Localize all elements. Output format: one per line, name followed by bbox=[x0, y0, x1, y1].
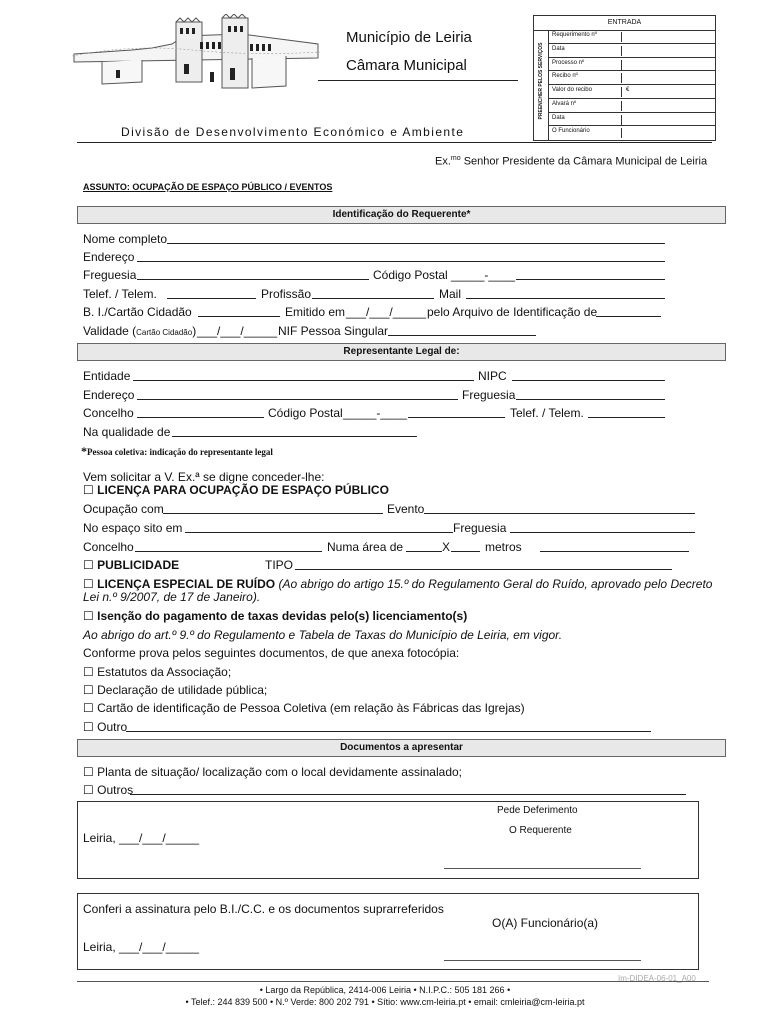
entrada-row bbox=[548, 44, 715, 58]
validade-label bbox=[83, 324, 196, 340]
qualidade-field[interactable] bbox=[172, 436, 417, 437]
espaco-label: No espaço sito em bbox=[83, 521, 183, 535]
area-label: Numa área de bbox=[327, 540, 404, 554]
validade-close: ) bbox=[192, 324, 197, 338]
entrada-row-label: Alvará nº bbox=[552, 101, 622, 111]
nif-field[interactable] bbox=[388, 335, 536, 336]
entrada-side bbox=[534, 30, 549, 140]
castle-logo bbox=[72, 14, 320, 100]
pedido-intro: Vem solicitar a V. Ex.ª se digne conceder-lhe: bbox=[83, 470, 325, 484]
org-name: Município de Leiria bbox=[346, 29, 472, 46]
pedido-concelho-field[interactable] bbox=[135, 551, 322, 552]
funcionario-label: O(A) Funcionário(a) bbox=[492, 916, 599, 930]
validade-date-field[interactable]: ___/___/_____ bbox=[197, 324, 278, 338]
footer-address: • Largo da República, 2414-006 Leiria • N.I.P.C.: 505 181 266 • bbox=[259, 985, 511, 995]
entrada-row-label: Data bbox=[552, 46, 622, 56]
addressee-sup: mo bbox=[450, 155, 461, 162]
requerente-section-header: Identificação do Requerente* bbox=[77, 206, 726, 224]
entrada-row-label: Valor do recibo bbox=[552, 87, 622, 97]
entrada-row bbox=[548, 71, 715, 85]
doc-option[interactable] bbox=[83, 683, 267, 697]
representante-section-header: Representante Legal de: bbox=[77, 343, 726, 361]
entrada-row-label: Data bbox=[552, 115, 622, 125]
doc-label: Estatutos da Associação; bbox=[97, 665, 232, 679]
note-star: * bbox=[81, 444, 87, 458]
doc-label: Declaração de utilidade pública; bbox=[97, 683, 268, 697]
codigo-postal-label: Código Postal bbox=[373, 268, 448, 282]
pedido-freguesia-label: Freguesia bbox=[453, 521, 507, 535]
representante-note bbox=[81, 444, 273, 459]
documentos-section-header: Documentos a apresentar bbox=[77, 739, 726, 757]
conferi-date-field[interactable]: Leiria, ___/___/_____ bbox=[83, 940, 200, 954]
deferimento-date-field[interactable]: Leiria, ___/___/_____ bbox=[83, 831, 200, 845]
doc-label: Outro bbox=[97, 720, 128, 734]
evento-field[interactable] bbox=[424, 513, 695, 514]
note-text: Pessoa coletiva: indicação do representante legal bbox=[87, 447, 273, 457]
isencao-ref: Ao abrigo do art.º 9.º do Regulamento e Tabela de Taxas do Município de Leiria, em vigor. bbox=[83, 628, 563, 642]
outros-field[interactable] bbox=[130, 794, 686, 795]
telef-field[interactable] bbox=[167, 298, 256, 299]
rep-codigo-postal-extra-field[interactable] bbox=[408, 417, 505, 418]
outros-label: Outros bbox=[97, 783, 134, 797]
rep-concelho-label: Concelho bbox=[83, 406, 134, 420]
addressee bbox=[435, 152, 707, 169]
nome-label: Nome completo bbox=[83, 232, 168, 246]
licenca-ocupacao-option[interactable] bbox=[83, 483, 389, 497]
addressee-prefix: Ex. bbox=[435, 155, 451, 168]
entrada-row-label: Requerimento nº bbox=[552, 32, 622, 42]
funcionario-signature-line[interactable] bbox=[444, 960, 641, 961]
nif-label: NIF Pessoa Singular bbox=[278, 324, 389, 338]
conforme-text: Conforme prova pelos seguintes documentos, de que anexa fotocópia: bbox=[83, 646, 460, 660]
area-x: X bbox=[442, 540, 451, 554]
isencao-option[interactable] bbox=[83, 609, 467, 623]
rep-codigo-postal-field[interactable]: _____-____ bbox=[343, 406, 408, 420]
codigo-postal-field[interactable]: _____-____ bbox=[451, 268, 516, 282]
entrada-title: ENTRADA bbox=[534, 16, 715, 31]
arquivo-field[interactable] bbox=[596, 316, 661, 317]
entrada-row-label: Processo nº bbox=[552, 60, 622, 70]
espaco-field[interactable] bbox=[185, 532, 453, 533]
header-underline bbox=[318, 80, 518, 81]
freguesia-field[interactable] bbox=[137, 279, 369, 280]
rep-telef-field[interactable] bbox=[588, 417, 665, 418]
entrada-row-value: € bbox=[626, 87, 630, 93]
metros-extra-field[interactable] bbox=[540, 551, 689, 552]
doc-option[interactable] bbox=[83, 701, 525, 715]
entrada-row bbox=[548, 85, 715, 99]
tipo-field[interactable] bbox=[295, 569, 672, 570]
bi-label: B. I./Cartão Cidadão bbox=[83, 305, 192, 319]
pedido-freguesia-field[interactable] bbox=[510, 532, 695, 533]
planta-label: Planta de situação/ localização com o local devidamente assinalado; bbox=[97, 765, 462, 779]
publicidade-checkbox[interactable]: ☐ bbox=[83, 558, 94, 572]
licenca-ocupacao-label: LICENÇA PARA OCUPAÇÃO DE ESPAÇO PÚBLICO bbox=[97, 483, 389, 497]
entrada-box bbox=[533, 15, 716, 141]
doc-label: Cartão de identificação de Pessoa Coletiva (em relação às Fábricas das Igrejas) bbox=[97, 701, 525, 715]
doc-checkbox[interactable]: ☐ bbox=[83, 720, 94, 734]
publicidade-option[interactable] bbox=[83, 558, 179, 572]
entrada-row bbox=[548, 99, 715, 113]
doc-checkbox[interactable]: ☐ bbox=[83, 701, 94, 715]
mail-field[interactable] bbox=[466, 298, 665, 299]
entrada-side-label: PREENCHER PELOS SERVIÇOS bbox=[538, 42, 544, 120]
rep-freguesia-field[interactable] bbox=[516, 399, 665, 400]
ruido-ref-1: (Ao abrigo do artigo 15.º do Regulamento Geral do Ruído, aprovado pelo Decreto bbox=[275, 577, 713, 591]
requerente-label: O Requerente bbox=[509, 825, 572, 836]
entrada-row bbox=[548, 113, 715, 127]
planta-option[interactable] bbox=[83, 765, 462, 779]
ruido-option[interactable] bbox=[83, 577, 712, 591]
rep-endereco-field[interactable] bbox=[137, 399, 458, 400]
profissao-label: Profissão bbox=[261, 287, 312, 301]
arquivo-label: pelo Arquivo de Identificação de bbox=[427, 305, 598, 319]
entrada-row-label: Recibo nº bbox=[552, 73, 622, 83]
nipc-field[interactable] bbox=[512, 380, 665, 381]
codigo-postal-extra-field[interactable] bbox=[516, 279, 665, 280]
addressee-text: Senhor Presidente da Câmara Municipal de Leiria bbox=[460, 155, 708, 168]
ruido-ref-2: Lei n.º 9/2007, de 17 de Janeiro). bbox=[83, 590, 261, 604]
metros-label: metros bbox=[485, 540, 522, 554]
org-subname: Câmara Municipal bbox=[346, 57, 467, 74]
emitido-label: Emitido em bbox=[285, 305, 346, 319]
freguesia-label: Freguesia bbox=[83, 268, 137, 282]
isencao-checkbox[interactable]: ☐ bbox=[83, 609, 94, 623]
entrada-row-label: O Funcionário bbox=[552, 128, 622, 138]
doc-checkbox[interactable]: ☐ bbox=[83, 683, 94, 697]
footer-rule bbox=[77, 981, 709, 982]
mail-label: Mail bbox=[439, 287, 462, 301]
evento-label: Evento bbox=[387, 502, 425, 516]
planta-checkbox[interactable]: ☐ bbox=[83, 765, 94, 779]
pedido-concelho-label: Concelho bbox=[83, 540, 134, 554]
validade-small: Cartão Cidadão bbox=[136, 328, 193, 337]
entidade-field[interactable] bbox=[133, 380, 474, 381]
rep-codigo-postal-label: Código Postal bbox=[268, 406, 343, 420]
pede-deferimento: Pede Deferimento bbox=[497, 805, 578, 816]
emitido-date-field[interactable]: ___/___/_____ bbox=[346, 305, 427, 319]
division-title: Divisão de Desenvolvimento Económico e Ambiente bbox=[121, 125, 465, 139]
rep-freguesia-label: Freguesia bbox=[462, 388, 516, 402]
outros-checkbox[interactable]: ☐ bbox=[83, 783, 94, 797]
doc-checkbox[interactable]: ☐ bbox=[83, 665, 94, 679]
tipo-label: TIPO bbox=[265, 558, 294, 572]
qualidade-label: Na qualidade de bbox=[83, 425, 171, 439]
ocupacao-field[interactable] bbox=[163, 513, 383, 514]
profissao-field[interactable] bbox=[312, 298, 434, 299]
endereco-label: Endereço bbox=[83, 250, 135, 264]
area-width-field[interactable] bbox=[406, 551, 442, 552]
requerente-signature-line[interactable] bbox=[444, 868, 641, 869]
entrada-row bbox=[548, 58, 715, 72]
ruido-label: LICENÇA ESPECIAL DE RUÍDO bbox=[97, 577, 276, 591]
telef-label: Telef. / Telem. bbox=[83, 287, 157, 301]
ocupacao-label: Ocupação com bbox=[83, 502, 164, 516]
outros-option[interactable] bbox=[83, 783, 133, 797]
area-length-field[interactable] bbox=[451, 551, 480, 552]
entrada-row bbox=[548, 126, 715, 140]
ruido-checkbox[interactable]: ☐ bbox=[83, 577, 94, 591]
entrada-row bbox=[548, 30, 715, 44]
footer-contacts: • Telef.: 244 839 500 • N.º Verde: 800 202 791 • Sítio: www.cm-leiria.pt • email: cmleiria@cm-leiria.pt bbox=[185, 997, 585, 1007]
doc-option[interactable] bbox=[83, 665, 231, 679]
validade-text: Validade ( bbox=[83, 324, 137, 338]
publicidade-label: PUBLICIDADE bbox=[97, 558, 180, 572]
isencao-label: Isenção do pagamento de taxas devidas pelo(s) licenciamento(s) bbox=[97, 609, 468, 623]
nome-field[interactable] bbox=[167, 243, 665, 244]
conferi-text: Conferi a assinatura pelo B.I./C.C. e os documentos suprarreferidos bbox=[83, 902, 444, 916]
rep-telef-label: Telef. / Telem. bbox=[510, 406, 584, 420]
form-code: Im-DIDEA-06-01_A00 bbox=[618, 974, 696, 983]
outro-field[interactable] bbox=[126, 731, 651, 732]
endereco-field[interactable] bbox=[137, 261, 665, 262]
doc-option[interactable] bbox=[83, 720, 127, 734]
subject: ASSUNTO: OCUPAÇÃO DE ESPAÇO PÚBLICO / EVENTOS bbox=[83, 182, 333, 192]
nipc-label: NIPC bbox=[478, 369, 507, 383]
rep-endereco-label: Endereço bbox=[83, 388, 135, 402]
entidade-label: Entidade bbox=[83, 369, 131, 383]
licenca-ocupacao-checkbox[interactable]: ☐ bbox=[83, 483, 94, 497]
division-underline bbox=[77, 142, 712, 143]
bi-field[interactable] bbox=[198, 316, 280, 317]
rep-concelho-field[interactable] bbox=[137, 417, 264, 418]
